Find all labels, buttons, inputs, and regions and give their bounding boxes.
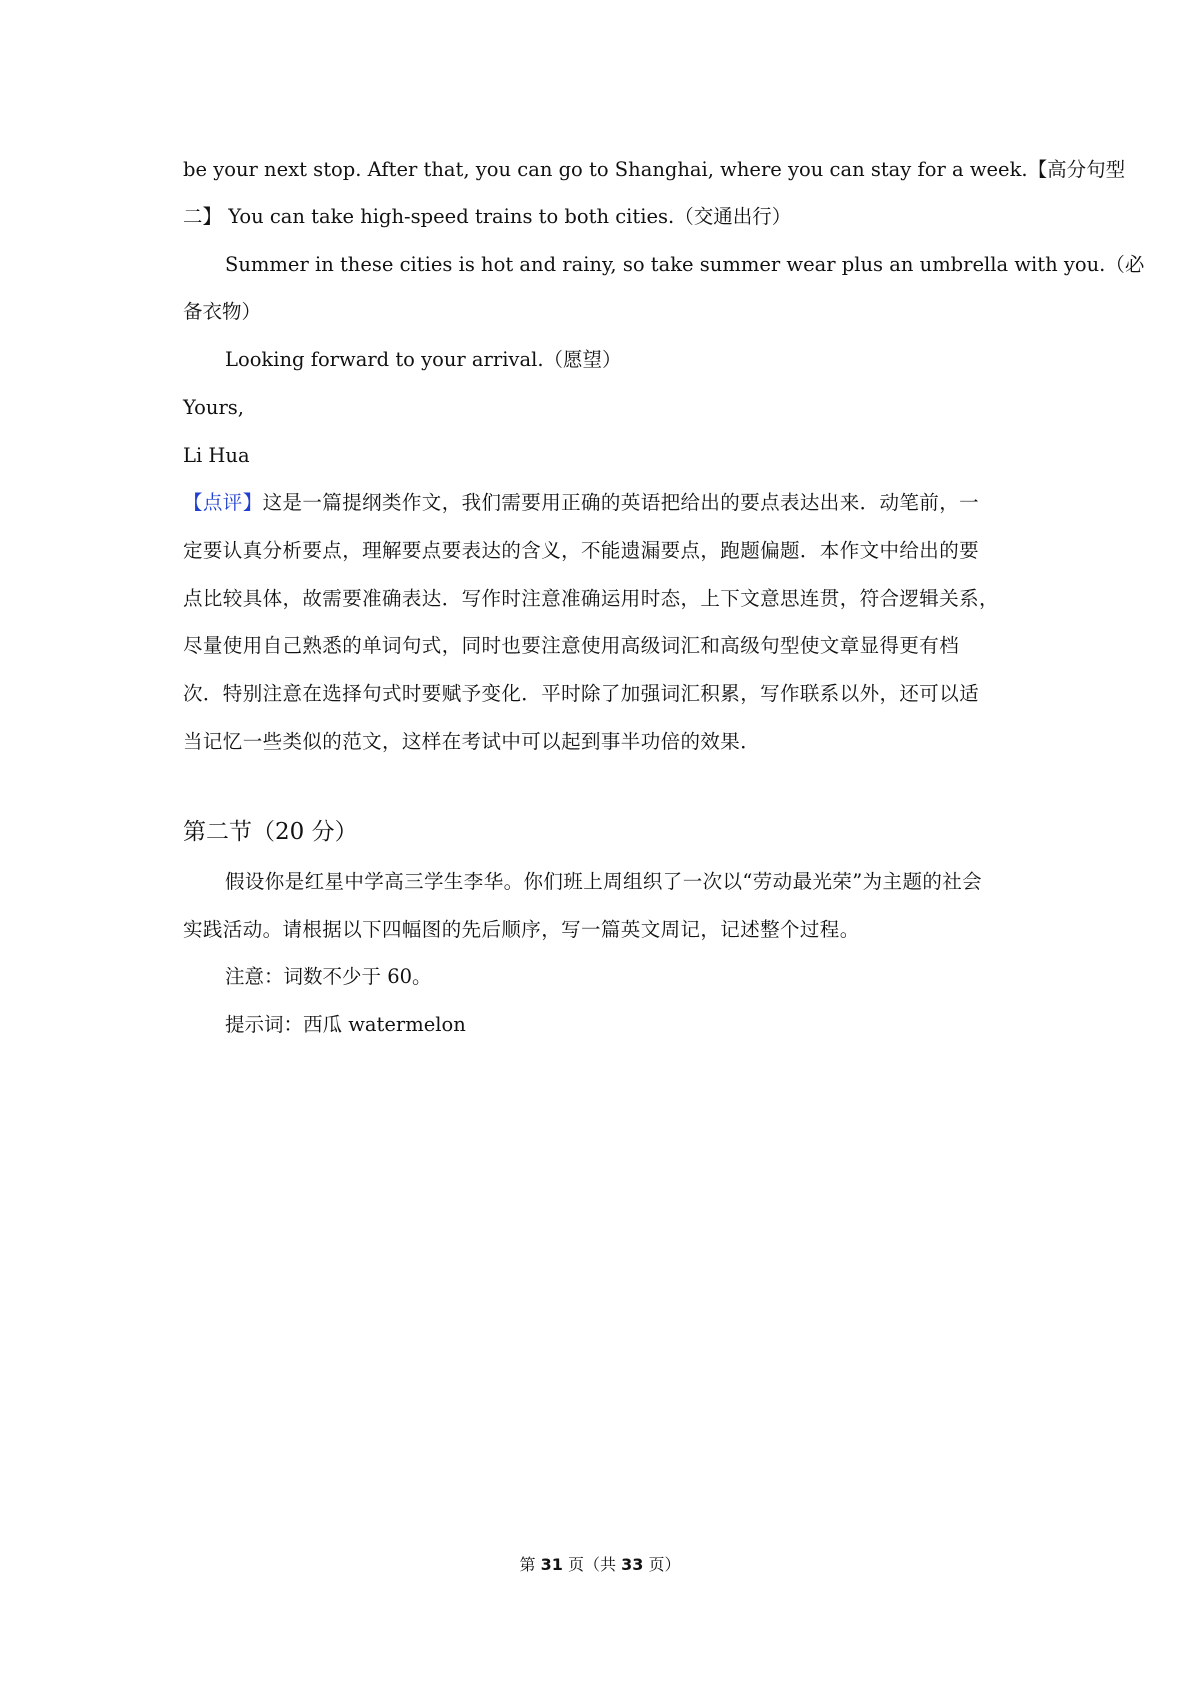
footer-page-number: 31 [540, 1555, 563, 1574]
section-line-1: 假设你是红星中学高三学生李华。你们班上周组织了一次以“劳动最光荣”为主题的社会 [225, 870, 983, 893]
comment-label: 【点评】 [183, 491, 263, 514]
letter-line-4: 备衣物） [183, 300, 262, 323]
footer-suffix: 页） [648, 1555, 681, 1574]
footer-prefix: 第 [519, 1555, 536, 1574]
comment-line-6: 当记忆一些类似的范文，这样在考试中可以起到事半功倍的效果． [183, 730, 761, 753]
letter-line-1: be your next stop. After that, you can go to Shanghai, where you can stay for a week.【高分句型 [183, 158, 1126, 181]
section-title: 第二节（20 分） [183, 819, 358, 845]
letter-line-2: 二】 You can take high-speed trains to both cities.（交通出行） [183, 205, 792, 228]
letter-signature: Li Hua [183, 444, 250, 467]
footer-page-total: 33 [621, 1555, 644, 1574]
page-footer [0, 1553, 1200, 1577]
comment-line-1 [183, 488, 1023, 518]
comment-line-2: 定要认真分析要点，理解要点要表达的含义，不能遗漏要点，跑题偏题．本作文中给出的要 [183, 539, 980, 562]
letter-line-3: Summer in these cities is hot and rainy, so take summer wear plus an umbrella with you.（必 [225, 253, 1145, 276]
section-line-2: 实践活动。请根据以下四幅图的先后顺序，写一篇英文周记，记述整个过程。 [183, 918, 860, 941]
section-hint: 提示词：西瓜 watermelon [225, 1013, 466, 1036]
section-note: 注意：词数不少于 60。 [225, 965, 432, 988]
comment-text-1: 这是一篇提纲类作文，我们需要用正确的英语把给出的要点表达出来．动笔前，一 [262, 491, 980, 514]
comment-line-5: 次．特别注意在选择句式时要赋予变化．平时除了加强词汇积累，写作联系以外，还可以适 [183, 682, 980, 705]
comment-line-4: 尽量使用自己熟悉的单词句式，同时也要注意使用高级词汇和高级句型使文章显得更有档 [183, 634, 960, 657]
letter-line-5: Looking forward to your arrival.（愿望） [225, 348, 622, 371]
comment-line-3: 点比较具体，故需要准确表达．写作时注意准确运用时态，上下文意思连贯，符合逻辑关系， [183, 587, 999, 610]
letter-closing: Yours, [183, 396, 245, 419]
footer-middle: 页（共 [567, 1555, 616, 1574]
